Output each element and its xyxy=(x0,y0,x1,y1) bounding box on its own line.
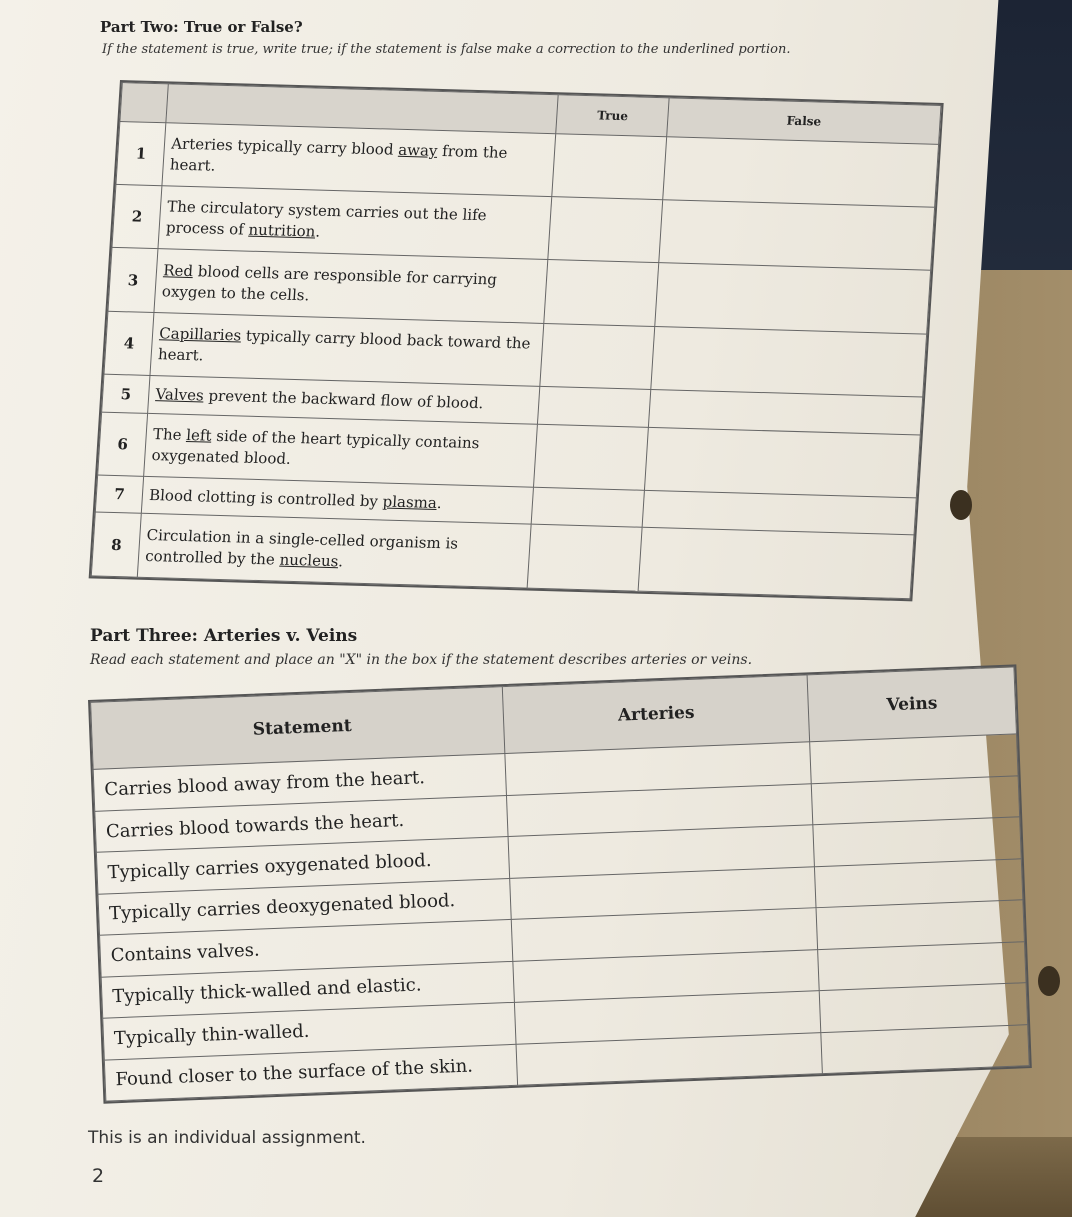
row-statement xyxy=(144,413,538,487)
true-answer-box[interactable] xyxy=(544,260,659,326)
header-veins: Veins xyxy=(808,667,1017,742)
underlined-portion: Capillaries xyxy=(158,324,242,345)
true-answer-box[interactable] xyxy=(538,387,651,427)
false-answer-box[interactable] xyxy=(638,528,914,599)
header-number xyxy=(120,83,169,123)
true-false-table xyxy=(89,80,944,601)
statement-text: . xyxy=(436,493,443,512)
false-answer-box[interactable] xyxy=(659,200,935,271)
underlined-portion: nutrition xyxy=(248,220,316,241)
row-statement: Typically carries deoxygenated blood. xyxy=(98,878,511,935)
part-two-instructions: If the statement is true, write true; if the statement is false make a correction to the underlined portion. xyxy=(102,42,791,57)
true-answer-box[interactable] xyxy=(527,525,642,592)
header-false: False xyxy=(667,98,941,144)
statement-text: . xyxy=(314,222,321,241)
true-answer-box[interactable] xyxy=(552,133,667,199)
underlined-portion: Red xyxy=(162,260,194,280)
underlined-portion: left xyxy=(185,425,213,445)
statement-text: from the heart. xyxy=(169,141,509,175)
statement-text: . xyxy=(337,552,344,571)
false-answer-box[interactable] xyxy=(663,136,939,207)
row-number: 8 xyxy=(91,512,141,577)
part-three-instructions: Read each statement and place an "X" in the box if the statement describes arteries or veins. xyxy=(90,652,753,668)
true-answer-box[interactable] xyxy=(548,197,663,263)
row-statement: Typically thin-walled. xyxy=(103,1002,516,1059)
underlined-portion: nucleus xyxy=(279,550,339,571)
row-statement: Found closer to the surface of the skin. xyxy=(104,1044,517,1101)
row-statement: Carries blood towards the heart. xyxy=(95,795,508,852)
arteries-veins-table xyxy=(88,664,1032,1103)
header-true: True xyxy=(556,95,669,137)
row-statement xyxy=(137,514,531,588)
row-statement: Carries blood away from the heart. xyxy=(93,754,506,811)
row-number: 6 xyxy=(98,412,148,477)
statement-text: typically carry blood back toward the heart. xyxy=(157,326,532,365)
row-number: 2 xyxy=(112,184,162,249)
row-statement xyxy=(150,312,544,386)
statement-text: The xyxy=(152,424,187,444)
row-statement xyxy=(154,249,548,323)
part-two-title: Part Two: True or False? xyxy=(100,18,303,36)
false-answer-box[interactable] xyxy=(655,263,931,334)
row-statement xyxy=(158,186,552,260)
row-number: 7 xyxy=(95,475,144,514)
row-statement: Typically thick-walled and elastic. xyxy=(101,961,514,1018)
row-statement: Typically carries oxygenated blood. xyxy=(96,837,509,894)
header-statement: Statement xyxy=(91,687,505,770)
statement-text: Circulation in a single-celled organism is controlled by the xyxy=(144,525,459,569)
false-answer-box[interactable] xyxy=(644,427,920,498)
row-number: 5 xyxy=(102,375,151,414)
statement-text: Arteries typically carry blood xyxy=(170,134,399,159)
binder-hole xyxy=(1038,966,1060,996)
assignment-note: This is an individual assignment. xyxy=(88,1128,366,1148)
part-three-title: Part Three: Arteries v. Veins xyxy=(90,626,358,646)
veins-answer-box[interactable] xyxy=(821,1024,1029,1073)
true-answer-box[interactable] xyxy=(534,424,649,490)
statement-text: Blood clotting is controlled by xyxy=(148,485,384,511)
page-number: 2 xyxy=(92,1165,105,1187)
false-answer-box[interactable] xyxy=(651,326,927,397)
row-statement: Contains valves. xyxy=(100,920,513,977)
true-answer-box[interactable] xyxy=(540,323,655,389)
row-statement xyxy=(162,122,556,196)
underlined-portion: away xyxy=(397,140,439,160)
header-arteries: Arteries xyxy=(502,675,810,754)
statement-text: blood cells are responsible for carrying oxygen to the cells. xyxy=(161,261,498,305)
row-number: 3 xyxy=(108,248,158,313)
true-answer-box[interactable] xyxy=(531,487,644,527)
statement-text: prevent the backward flow of blood. xyxy=(203,386,484,413)
row-number: 1 xyxy=(116,121,166,186)
statement-text: The circulatory system carries out the life process of xyxy=(165,197,488,239)
row-number: 4 xyxy=(104,311,154,376)
binder-hole xyxy=(950,490,972,520)
underlined-portion: Valves xyxy=(154,385,205,405)
statement-text: side of the heart typically contains oxygenated blood. xyxy=(151,426,480,468)
underlined-portion: plasma xyxy=(382,492,438,512)
